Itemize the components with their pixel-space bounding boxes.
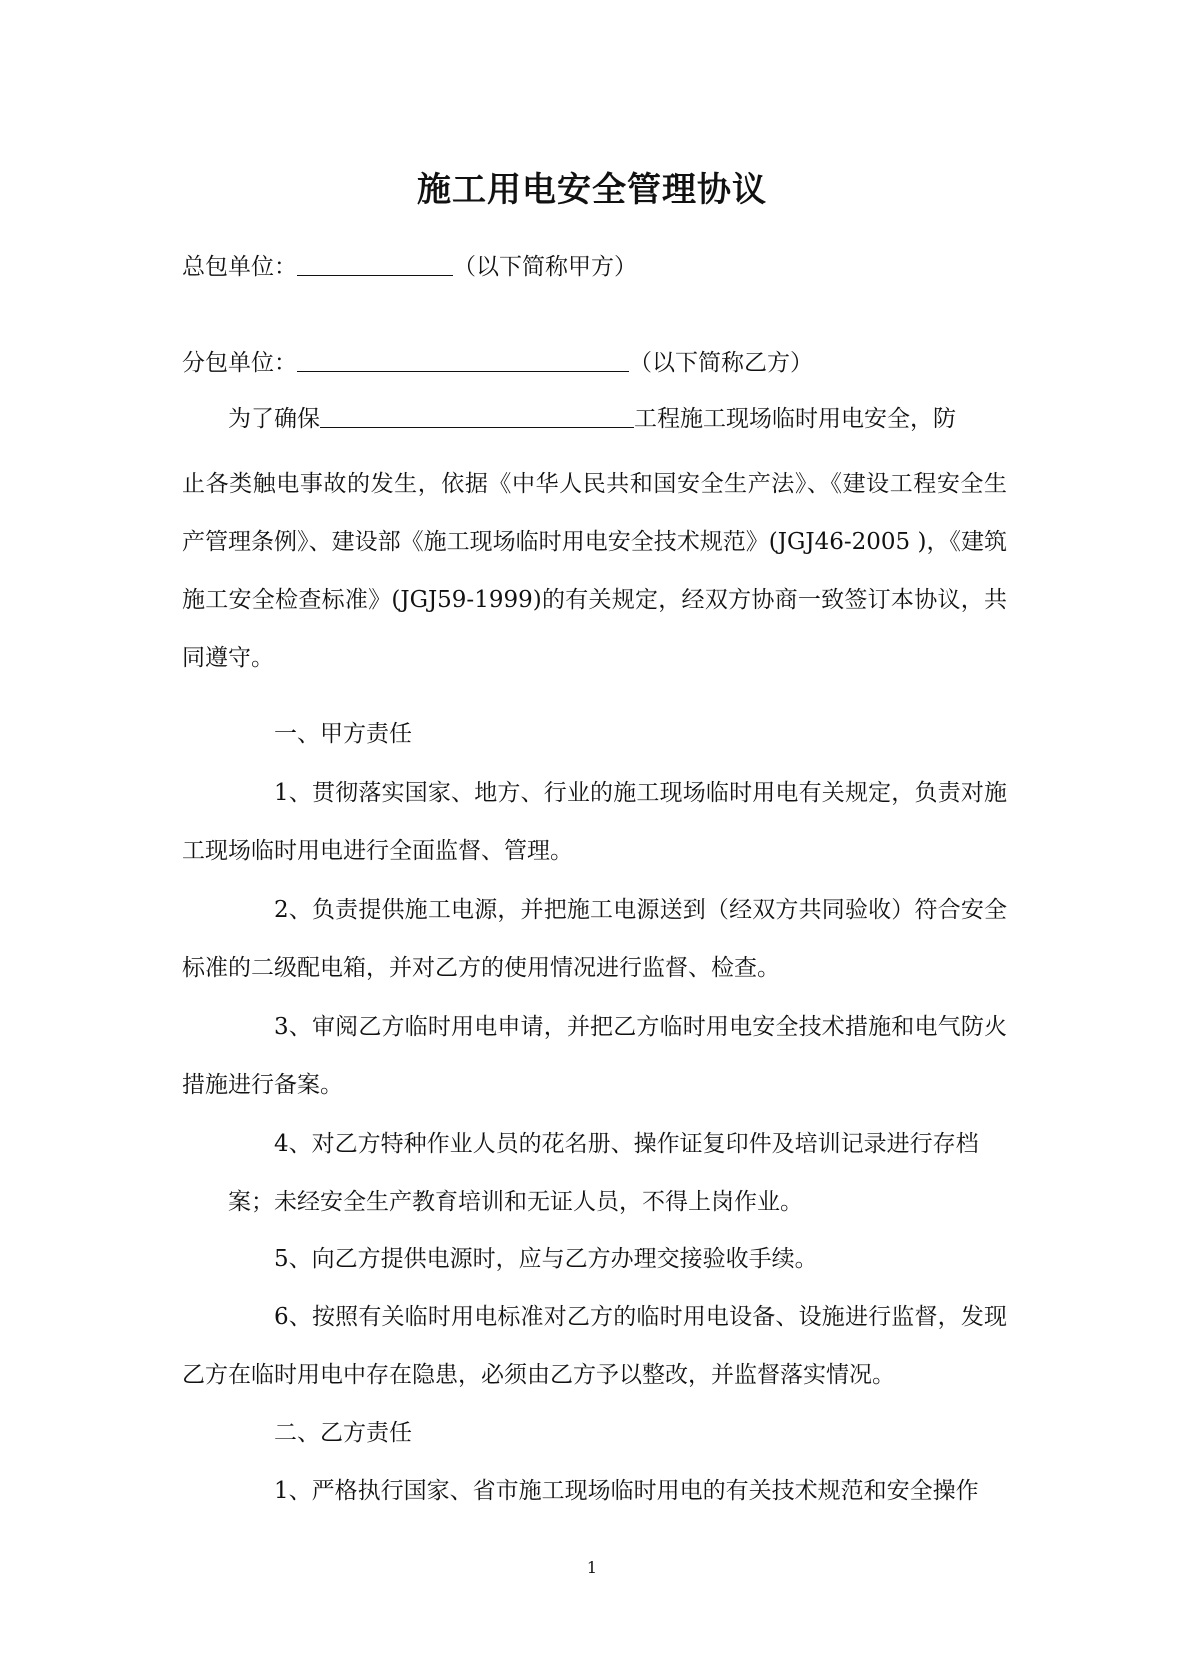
document-title: 施工用电安全管理协议	[417, 170, 767, 210]
subcontractor-line	[182, 348, 813, 378]
intro-paragraph: 止各类触电事故的发生，依据《中华人民共和国安全生产法》、《建设工程安全生产管理条例》、建设部《施工现场临时用电安全技术规范》(JGJ46-2005 )，《建筑施工安全检查标准》(JGJ59-1999)的有关规定，经双方协商一致签订本协议，共同遵守。	[182, 471, 1007, 671]
s2-item-1: 1、严格执行国家、省市施工现场临时用电的有关技术规范和安全操作	[274, 1478, 979, 1504]
s1-item-1: 1、贯彻落实国家、地方、行业的施工现场临时用电有关规定，负责对施工现场临时用电进行全面监督、管理。	[182, 780, 1007, 864]
project-name-blank	[320, 405, 634, 428]
intro-prefix: 为了确保	[228, 406, 320, 432]
subcontractor-blank	[297, 349, 629, 372]
intro-first-line	[228, 404, 956, 434]
s1-item-3: 3、审阅乙方临时用电申请，并把乙方临时用电安全技术措施和电气防火措施进行备案。	[182, 1014, 1007, 1098]
general-contractor-blank	[297, 253, 453, 276]
s1-item-5: 5、向乙方提供电源时，应与乙方办理交接验收手续。	[274, 1246, 818, 1272]
intro-after-blank: 工程施工现场临时用电安全，防	[634, 406, 956, 432]
s1-item-4-line1: 4、对乙方特种作业人员的花名册、操作证复印件及培训记录进行存档	[274, 1131, 979, 1157]
general-contractor-label: 总包单位：	[182, 254, 297, 280]
subcontractor-suffix: （以下简称乙方）	[629, 350, 813, 376]
general-contractor-suffix: （以下简称甲方）	[453, 254, 637, 280]
s1-item-4-line2: 案；未经安全生产教育培训和无证人员，不得上岗作业。	[228, 1189, 803, 1215]
general-contractor-line	[182, 252, 637, 282]
s1-item-2: 2、负责提供施工电源，并把施工电源送到（经双方共同验收）符合安全标准的二级配电箱，并对乙方的使用情况进行监督、检查。	[182, 897, 1007, 981]
section2-heading: 二、乙方责任	[274, 1420, 412, 1446]
s1-item-6: 6、按照有关临时用电标准对乙方的临时用电设备、设施进行监督，发现乙方在临时用电中存在隐患，必须由乙方予以整改，并监督落实情况。	[182, 1304, 1007, 1388]
subcontractor-label: 分包单位：	[182, 350, 297, 376]
section1-heading: 一、甲方责任	[274, 721, 412, 747]
page-number: 1	[586, 1558, 598, 1577]
